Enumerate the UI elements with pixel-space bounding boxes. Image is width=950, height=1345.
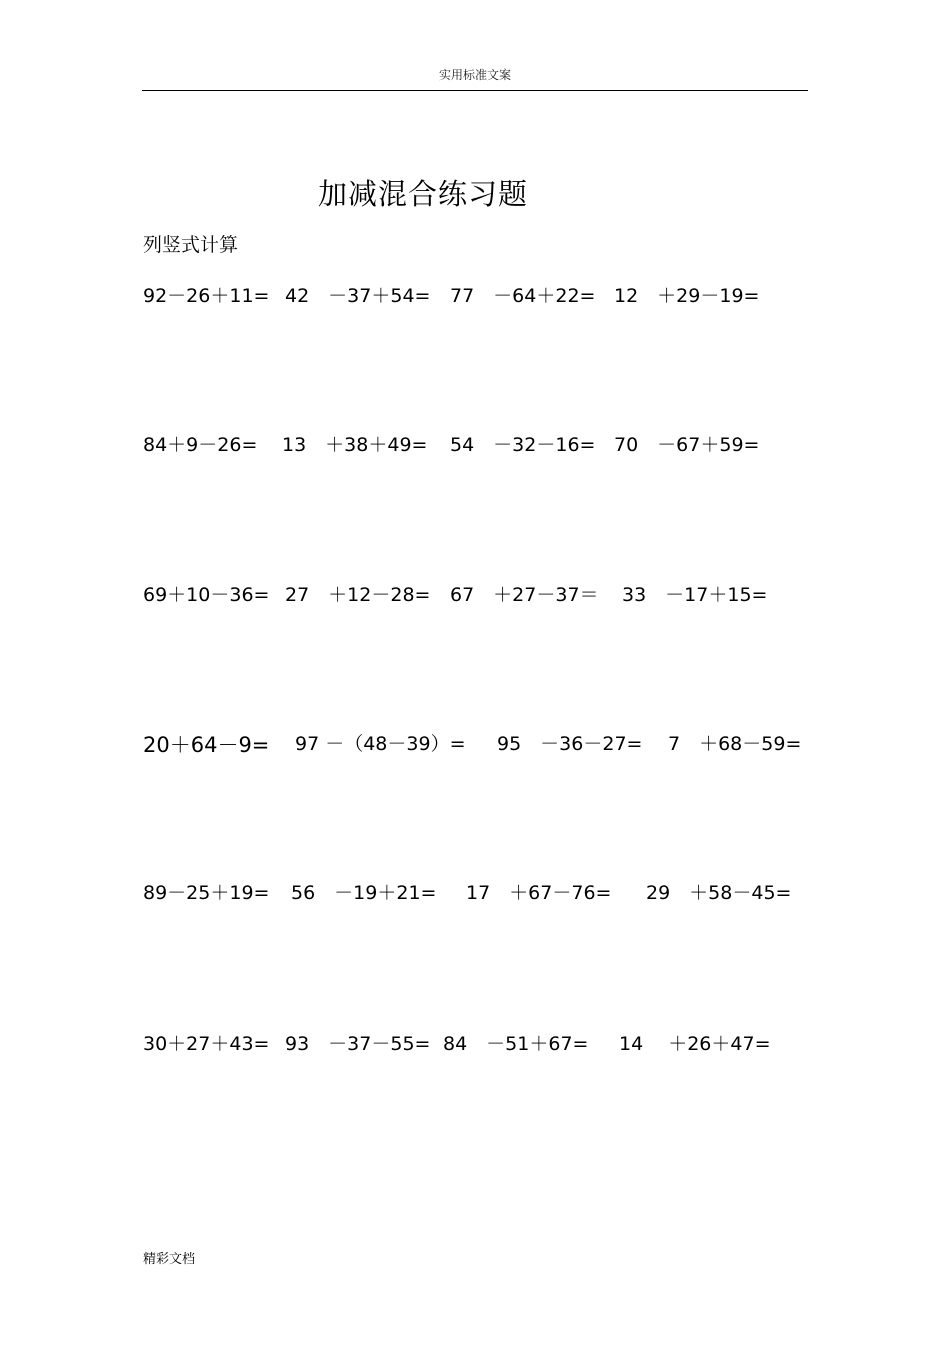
problem-row: [0, 729, 950, 759]
header-text: 实用标准文案: [438, 68, 511, 82]
problem-row: [0, 878, 950, 908]
math-problem: 30＋27＋43=: [143, 1033, 270, 1055]
math-problem: 69＋10－36=: [143, 584, 270, 606]
math-problem: 92－26＋11=: [143, 285, 270, 307]
math-problem: 12 ＋29－19=: [614, 285, 760, 307]
math-problem: 33 －17＋15=: [622, 584, 768, 606]
math-problem: 42 －37＋54=: [285, 285, 431, 307]
math-problem: 17 ＋67－76=: [466, 882, 612, 904]
math-problem: 27 ＋12－28=: [285, 584, 431, 606]
problem-row: [0, 430, 950, 460]
section-label: 列竖式计算: [143, 234, 239, 256]
math-problem: 84＋9－26=: [143, 434, 258, 456]
math-problem: 70 －67＋59=: [614, 434, 760, 456]
math-problem: 84 －51＋67=: [443, 1033, 589, 1055]
math-problem: 54 －32－16=: [450, 434, 596, 456]
problem-row: [0, 281, 950, 311]
math-problem: 14 ＋26＋47=: [619, 1033, 771, 1055]
math-problem: 89－25＋19=: [143, 882, 270, 904]
math-problem: 93 －37－55=: [285, 1033, 431, 1055]
problem-row: [0, 1029, 950, 1059]
footer-text: 精彩文档: [143, 1252, 196, 1267]
math-problem: 77 －64＋22=: [450, 285, 596, 307]
math-problem: 67 ＋27－37＝: [450, 584, 599, 606]
math-problem: 97 －（48－39）=: [295, 733, 466, 755]
problem-row: [0, 580, 950, 610]
math-problem: 56 －19＋21=: [291, 882, 437, 904]
header-divider: [142, 90, 808, 91]
math-problem: 7 ＋68－59=: [668, 733, 802, 755]
math-problem: 20＋64－9=: [143, 733, 270, 757]
page-title: 加减混合练习题: [318, 177, 529, 211]
math-problem: 29 ＋58－45=: [646, 882, 792, 904]
math-problem: 95 －36－27=: [497, 733, 643, 755]
math-problem: 13 ＋38＋49=: [282, 434, 428, 456]
